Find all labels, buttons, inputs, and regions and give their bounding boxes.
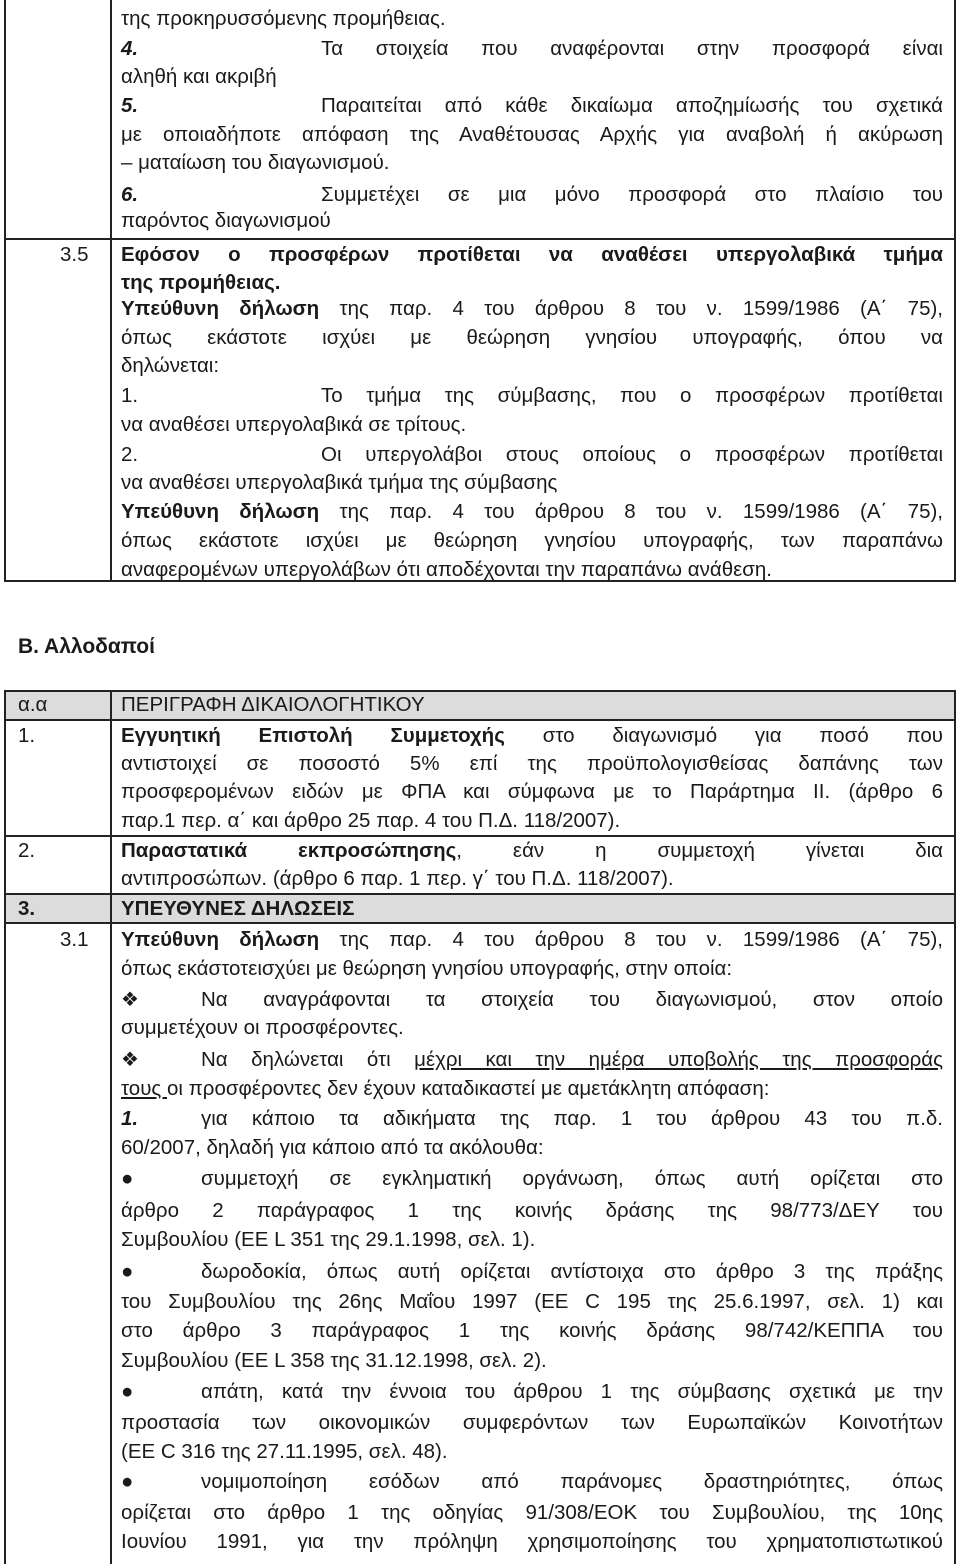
table1-left-border [4,0,6,582]
row-3-heading: ΥΠΕΥΘΥΝΕΣ ΔΗΛΩΣΕΙΣ [121,897,355,920]
text-line: Συμβουλίου (ΕΕ L 358 της 31.12.1998, σελ. 2). [121,1349,547,1372]
text-line: προστασία των οικονομικών συμφερόντων των Ευρωπαϊκών Κοινοτήτων [121,1411,943,1434]
row-number-3-5: 3.5 [60,243,89,266]
text-line: του Συμβουλίου της 26ης Μαΐου 1997 (ΕΕ C 195 της 25.6.1997, σελ. 1) και [121,1290,943,1313]
row-number-1: 1. [18,724,36,747]
text-line: συμμετέχουν οι προσφέροντες. [121,1016,404,1039]
bullet-icon: ● [121,1260,134,1283]
list-item-1: 1. Το τμήμα της σύμβασης, που ο προσφέρων προτίθεται [121,384,943,407]
diamond-item: ❖ Να δηλώνεται ότι μέχρι και την ημέρα υποβολής της προσφοράς [121,1045,943,1075]
diamond-bullet-icon: ❖ [121,1049,139,1071]
diamond-bullet-icon: ❖ [121,989,139,1011]
text-line: όπως εκάστοτεισχύει με θεώρηση γνησίου υπογραφής, στην οποία: [121,957,733,980]
list-item-2: 2. Οι υπεργολάβοι στους οποίους ο προσφέρων προτίθεται [121,443,943,466]
row-1-text: Εγγυητική Επιστολή Συμμετοχής στο διαγωνισμό για ποσό που [121,724,943,747]
bullet-item: ● νομιμοποίηση εσόδων από παράνομες δραστηριότητες, όπως [121,1467,943,1497]
list-item-4: 4. Τα στοιχεία που αναφέρονται στην προσφορά είναι [121,37,943,60]
row-number-2: 2. [18,839,36,862]
diamond-item: ❖ Να αναγράφονται τα στοιχεία του διαγωνισμού, στον οποίο [121,985,943,1015]
table1-col-divider [110,0,112,582]
text-line: παρόντος διαγωνισμού [121,209,331,232]
list-item-5: 5. Παραιτείται από κάθε δικαίωμα αποζημίωσής του σχετικά [121,94,943,117]
table2-right-border [954,690,956,1564]
section-title: Β. Αλλοδαποί [18,635,155,658]
text-line: να αναθέσει υπεργολαβικά τμήμα της σύμβασης [121,471,558,494]
bullet-icon: ● [121,1380,134,1403]
table1-right-border [954,0,956,582]
text-line: στο άρθρο 3 παράγραφος 1 της κοινής δράσης 98/742/ΚΕΠΠΑ του [121,1319,943,1342]
text-line: αντιστοιχεί σε ποσοστό 5% επί της προϋπολογισθείσας δαπάνης των [121,752,943,775]
text-line: της προκηρυσσόμενης προμήθειας. [121,7,446,30]
text-line: 60/2007, δηλαδή για κάποιο από τα ακόλουθα: [121,1136,544,1159]
row-35-heading: Εφόσον ο προσφέρων προτίθεται να αναθέσει υπεργολαβικά τμήμα [121,243,943,266]
row-number-3: 3. [18,897,36,920]
table2-col-divider [110,690,112,1564]
table2-left-border [4,690,6,1564]
row-35-heading-cont: της προμήθειας. [121,271,281,294]
bullet-icon: ● [121,1470,134,1493]
declaration-line: Υπεύθυνη δήλωση της παρ. 4 του άρθρου 8 του ν. 1599/1986 (Α΄ 75), [121,500,943,523]
text-line: αντιπροσώπων. (άρθρο 6 παρ. 1 περ. γ΄ του Π.Δ. 118/2007). [121,867,674,890]
text-line: αναφερομένων υπεργολάβων ότι αποδέχονται την παραπάνω ανάθεση. [121,558,772,581]
bullet-item: ● συμμετοχή σε εγκληματική οργάνωση, όπως αυτή ορίζεται στο [121,1164,943,1194]
text-line: ορίζεται στο άρθρο 1 της οδηγίας 91/308/ΕΟΚ του Συμβουλίου, της 10ης [121,1501,943,1524]
text-line: όπως εκάστοτε ισχύει με θεώρηση γνησίου υπογραφής, όπου να [121,326,943,349]
row-number-3-1: 3.1 [60,928,89,951]
table2-header-col1: α.α [18,693,48,716]
numbered-item-1: 1. για κάποιο τα αδικήματα της παρ. 1 του άρθρου 43 του π.δ. [121,1107,943,1130]
declaration-line: Υπεύθυνη δήλωση της παρ. 4 του άρθρου 8 του ν. 1599/1986 (Α΄ 75), [121,928,943,951]
table2-header-col2: ΠΕΡΙΓΡΑΦΗ ΔΙΚΑΙΟΛΟΓΗΤΙΚΟΥ [121,693,425,716]
text-line: άρθρο 2 παράγραφος 1 της κοινής δράσης της 98/773/ΔΕΥ του [121,1199,943,1222]
text-line: να αναθέσει υπεργολαβικά σε τρίτους. [121,413,467,436]
row-2-text: Παραστατικά εκπροσώπησης, εάν η συμμετοχή γίνεται δια [121,839,944,862]
text-line: με οποιαδήποτε απόφαση της Αναθέτουσας Αρχής για αναβολή ή ακύρωση [121,123,943,146]
text-line: αληθή και ακριβή [121,65,277,88]
text-line: παρ.1 περ. α΄ και άρθρο 25 παρ. 4 του Π.Δ. 118/2007). [121,809,621,832]
bullet-icon: ● [121,1167,134,1190]
text-line: – ματαίωση του διαγωνισμού. [121,151,390,174]
text-line: Ιουνίου 1991, για την πρόληψη χρησιμοποίησης του χρηματοπιστωτικού [121,1530,943,1553]
text-line: όπως εκάστοτε ισχύει με θεώρηση γνησίου υπογραφής, των παραπάνω [121,529,943,552]
bullet-item: ● δωροδοκία, όπως αυτή ορίζεται αντίστοιχα στο άρθρο 3 της πράξης [121,1257,943,1287]
text-line: τους οι προσφέροντες δεν έχουν καταδικαστεί με αμετάκλητη απόφαση: [121,1077,770,1100]
list-item-6: 6. Συμμετέχει σε μια μόνο προσφορά στο πλαίσιο του [121,183,943,206]
text-line: προσφερομένων ειδών με ΦΠΑ και σύμφωνα με το Παράρτημα ΙΙ. (άρθρο 6 [121,780,943,803]
bullet-item: ● απάτη, κατά την έννοια του άρθρου 1 της σύμβασης σχετικά με την [121,1377,943,1407]
text-line: δηλώνεται: [121,354,220,377]
text-line: Συμβουλίου (ΕΕ L 351 της 29.1.1998, σελ. 1). [121,1228,536,1251]
text-line: (ΕΕ C 316 της 27.11.1995, σελ. 48). [121,1440,448,1463]
declaration-line: Υπεύθυνη δήλωση της παρ. 4 του άρθρου 8 του ν. 1599/1986 (Α΄ 75), [121,297,943,320]
